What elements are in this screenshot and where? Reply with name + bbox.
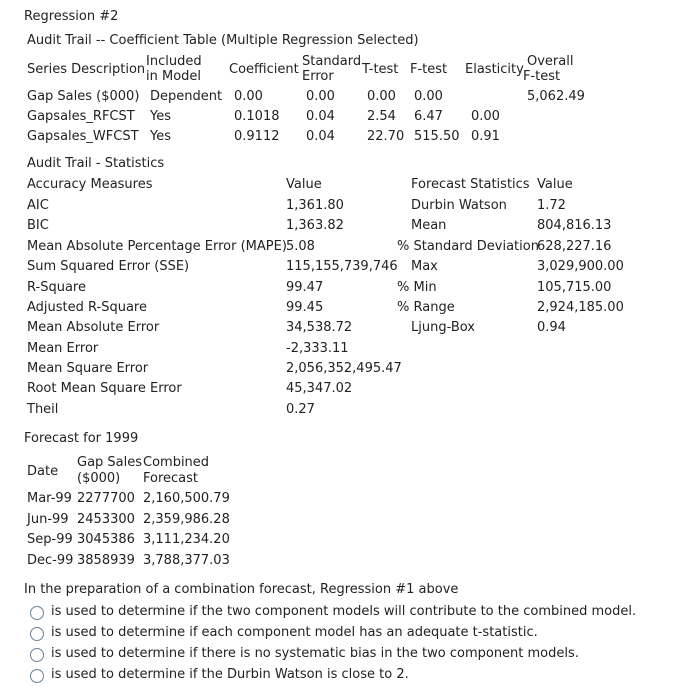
accuracy-value: 2,056,352,495.47 (286, 361, 402, 376)
forecast-stat-value: 804,816.13 (537, 218, 612, 233)
forecast-row-combined: 3,788,377.03 (143, 553, 230, 568)
forecast-row-date: Jun-99 (27, 512, 69, 527)
col-coefficient: Coefficient (229, 62, 299, 77)
radio-button[interactable] (30, 648, 44, 662)
accuracy-value: 5.08 (286, 239, 315, 254)
forecast-stat-label: % Standard Deviation (397, 239, 539, 254)
audit-trail-heading: Audit Trail -- Coefficient Table (Multiple Regression Selected) (27, 33, 419, 48)
forecast-row-combined: 2,359,986.28 (143, 512, 230, 527)
col-combined-line2: Forecast (143, 471, 199, 486)
accuracy-label: Adjusted R-Square (27, 300, 147, 315)
col-included-line2: in Model (146, 69, 202, 84)
accuracy-label: Root Mean Square Error (27, 381, 182, 396)
col-overall-line1: Overall (527, 54, 574, 69)
table-row-overall: 5,062.49 (527, 89, 585, 104)
table-row-included: Dependent (150, 89, 223, 104)
forecast-row-date: Mar-99 (27, 491, 72, 506)
col-std-error-line2: Error (302, 69, 334, 84)
accuracy-label: Mean Square Error (27, 361, 149, 376)
forecast-statistics-header: Forecast Statistics (411, 177, 530, 192)
forecast-stat-value: 2,924,185.00 (537, 300, 624, 315)
table-row-f-test: 515.50 (414, 129, 460, 144)
table-row-coefficient: 0.9112 (234, 129, 280, 144)
accuracy-value: 0.27 (286, 402, 315, 417)
accuracy-value: 34,538.72 (286, 320, 353, 335)
accuracy-value: 99.47 (286, 280, 324, 295)
forecast-stat-value: 1.72 (537, 198, 566, 213)
accuracy-value: -2,333.11 (286, 341, 349, 356)
table-row-std-error: 0.04 (306, 109, 335, 124)
col-std-error-line1: Standard (302, 54, 362, 69)
table-row-t-test: 2.54 (367, 109, 396, 124)
table-row-coefficient: 0.00 (234, 89, 263, 104)
radio-button[interactable] (30, 669, 44, 683)
col-overall-line2: F-test (523, 69, 561, 84)
forecast-1999-heading: Forecast for 1999 (24, 431, 139, 446)
answer-option-text[interactable]: is used to determine if the Durbin Watson is close to 2. (51, 667, 409, 682)
radio-button[interactable] (30, 627, 44, 641)
table-row-f-test: 0.00 (414, 89, 443, 104)
table-row-series: Gapsales_RFCST (27, 109, 135, 124)
accuracy-measures-header: Accuracy Measures (27, 177, 153, 192)
forecast-value-header: Value (537, 177, 573, 192)
col-gap-sales-line2: ($000) (77, 471, 121, 486)
col-series-description: Series Description (27, 62, 146, 77)
forecast-stat-value: 0.94 (537, 320, 566, 335)
col-gap-sales-line1: Gap Sales (77, 455, 143, 470)
forecast-stat-label: Ljung-Box (411, 320, 475, 335)
table-row-t-test: 0.00 (367, 89, 396, 104)
accuracy-value: 45,347.02 (286, 381, 353, 396)
answer-option-text[interactable]: is used to determine if the two component models will contribute to the combined model. (51, 604, 637, 619)
accuracy-label: Theil (27, 402, 59, 417)
accuracy-label: AIC (27, 198, 49, 213)
forecast-row-date: Sep-99 (27, 532, 73, 547)
forecast-stat-label: % Range (397, 300, 455, 315)
forecast-stat-value: 105,715.00 (537, 280, 612, 295)
forecast-row-combined: 3,111,234.20 (143, 532, 230, 547)
answer-option-text[interactable]: is used to determine if each component model has an adequate t-statistic. (51, 625, 538, 640)
table-row-elasticity: 0.91 (471, 129, 500, 144)
accuracy-value: 1,363.82 (286, 218, 344, 233)
accuracy-value: 115,155,739,746 (286, 259, 398, 274)
forecast-row-gap: 3858939 (77, 553, 135, 568)
table-row-t-test: 22.70 (367, 129, 405, 144)
col-f-test: F-test (410, 62, 448, 77)
accuracy-label: Sum Squared Error (SSE) (27, 259, 190, 274)
table-row-std-error: 0.00 (306, 89, 335, 104)
accuracy-label: Mean Absolute Percentage Error (MAPE) (27, 239, 287, 254)
col-combined-line1: Combined (143, 455, 210, 470)
statistics-heading: Audit Trail - Statistics (27, 156, 165, 171)
accuracy-value: 99.45 (286, 300, 324, 315)
page-title: Regression #2 (24, 9, 119, 24)
table-row-series: Gapsales_WFCST (27, 129, 139, 144)
table-row-f-test: 6.47 (414, 109, 443, 124)
col-included-line1: Included (146, 54, 202, 69)
answer-option-text[interactable]: is used to determine if there is no systematic bias in the two component models. (51, 646, 579, 661)
forecast-row-combined: 2,160,500.79 (143, 491, 230, 506)
radio-button[interactable] (30, 606, 44, 620)
accuracy-label: BIC (27, 218, 49, 233)
table-row-coefficient: 0.1018 (234, 109, 280, 124)
forecast-row-date: Dec-99 (27, 553, 74, 568)
forecast-stat-value: 3,029,900.00 (537, 259, 624, 274)
forecast-stat-label: Durbin Watson (411, 198, 507, 213)
table-row-elasticity: 0.00 (471, 109, 500, 124)
accuracy-label: Mean Error (27, 341, 99, 356)
question-prompt: In the preparation of a combination forecast, Regression #1 above (24, 582, 459, 597)
accuracy-label: Mean Absolute Error (27, 320, 160, 335)
forecast-stat-label: Mean (411, 218, 447, 233)
col-elasticity: Elasticity (465, 62, 524, 77)
forecast-row-gap: 2453300 (77, 512, 135, 527)
table-row-included: Yes (150, 129, 171, 144)
forecast-stat-value: 628,227.16 (537, 239, 612, 254)
table-row-included: Yes (150, 109, 171, 124)
col-date: Date (27, 464, 59, 479)
forecast-stat-label: Max (411, 259, 438, 274)
forecast-row-gap: 2277700 (77, 491, 135, 506)
forecast-row-gap: 3045386 (77, 532, 135, 547)
value-header: Value (286, 177, 322, 192)
accuracy-label: R-Square (27, 280, 86, 295)
table-row-std-error: 0.04 (306, 129, 335, 144)
forecast-stat-label: % Min (397, 280, 437, 295)
accuracy-value: 1,361.80 (286, 198, 344, 213)
table-row-series: Gap Sales ($000) (27, 89, 140, 104)
col-t-test: T-test (362, 62, 399, 77)
